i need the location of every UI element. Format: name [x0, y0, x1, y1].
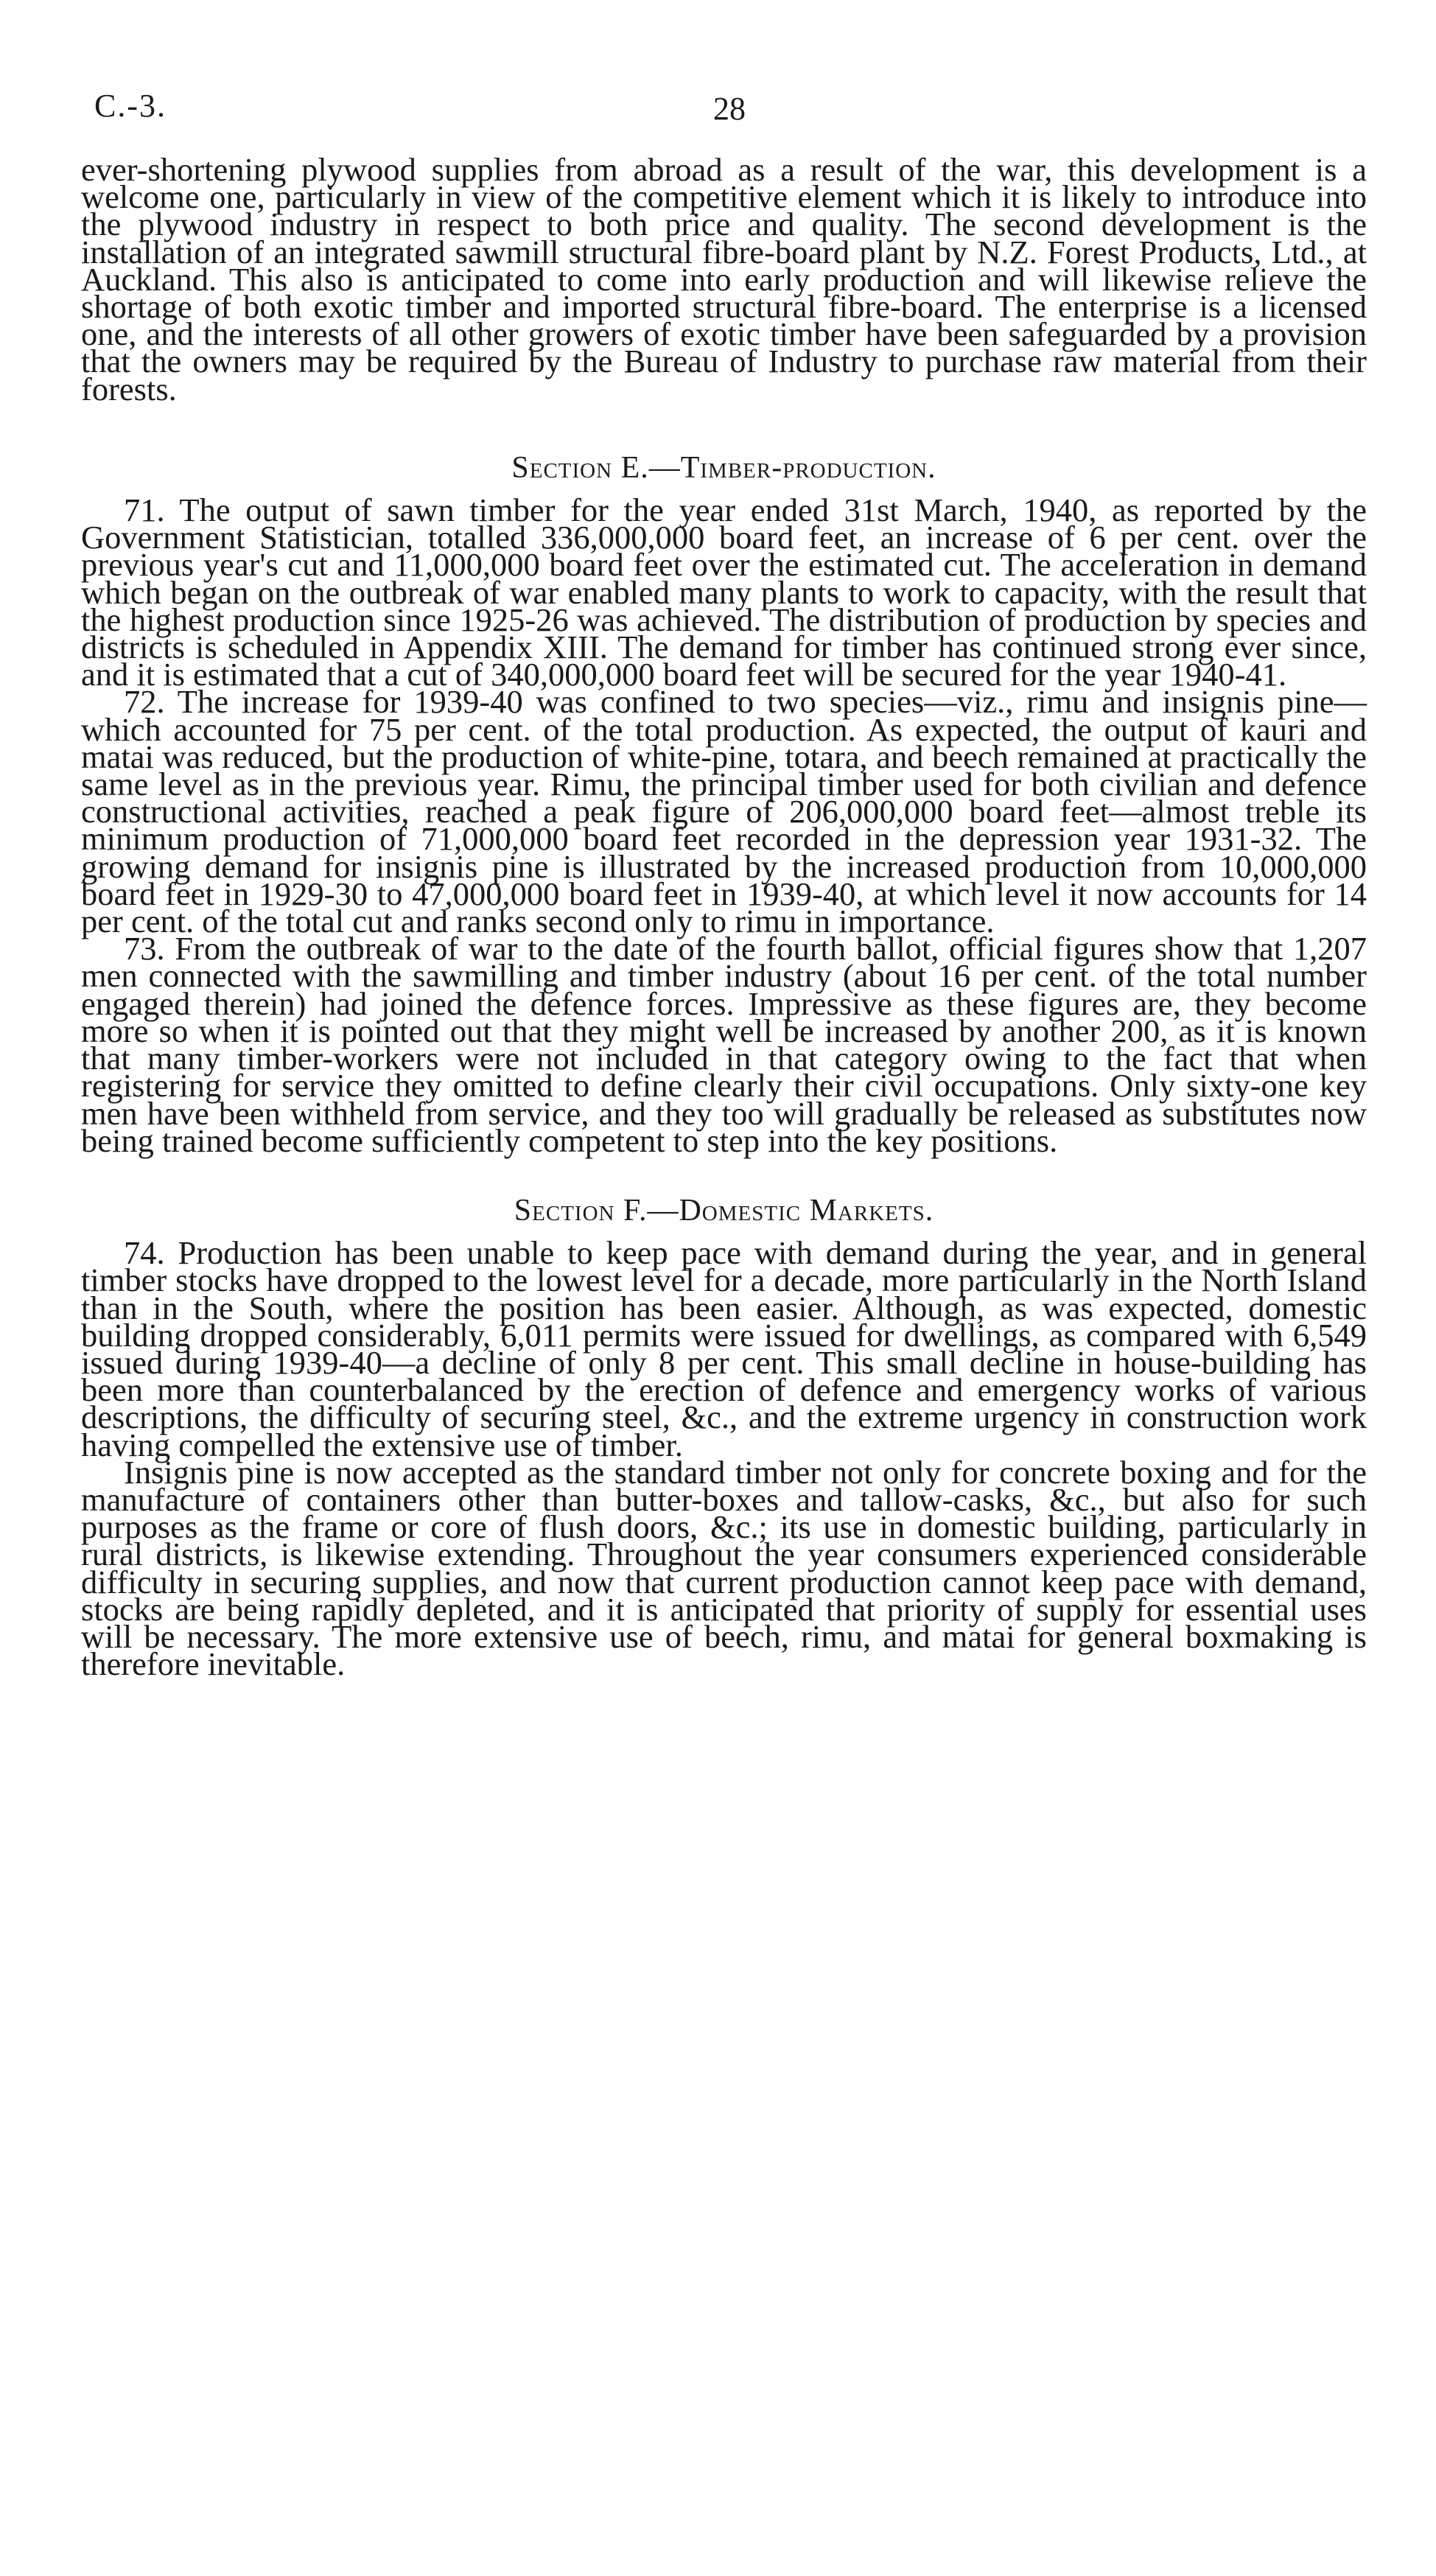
paragraph-72: 72. The increase for 1939-40 was confined to two species—viz., rimu and insignis pine—which accounted for 75 per cent. of the total production. As expected, the output of kauri and matai was reduced, but the production of white-pine, totara, and beech remained at practically the same level as in the previous year. Rimu, the principal timber used for both civilian and defence constructional activities, reached a peak figure of 206,000,000 board feet—almost treble its minimum production of 71,000,000 board feet recorded in the depression year 1931-32. The growing demand for insignis pine is illustrated by the increased production from 10,000,000 board feet in 1929-30 to 47,000,000 board feet in 1939-40, at which level it now accounts for 14 per cent. of the total cut and ranks second only to rimu in importance.: [81, 683, 1367, 940]
page-number: 28: [713, 91, 746, 127]
paragraph-74: 74. Production has been unable to keep pace with demand during the year, and in general timber stocks have dropped to the lowest level for a decade, more particularly in the North Island than in the South, where the position has been easier. Although, as was expected, domestic building dropped considerably, 6,011 permits were issued for dwellings, as compared with 6,549 issued during 1939-40—a decline of only 8 per cent. This small decline in house-building has been more than counterbalanced by the erection of defence and emergency works of various descriptions, the difficulty of securing steel, &c., and the extreme urgency in construction work having compelled the extensive use of timber.: [81, 1234, 1367, 1463]
paragraph-73: 73. From the outbreak of war to the date of the fourth ballot, official figures show that 1,207 men connected with the sawmilling and timber industry (about 16 per cent. of the total number engaged therein) had joined the defence forces. Impressive as these figures are, they become more so when it is pointed out that they might well be increased by another 200, as it is known that many timber-workers were not included in that category owing to the fact that when registering for service they omitted to define clearly their civil occupations. Only sixty-one key men have been withheld from service, and they too will gradually be released as substitutes now being trained become sufficiently competent to step into the key positions.: [81, 930, 1367, 1159]
paragraph-intro: ever-shortening plywood supplies from abroad as a result of the war, this development is a welcome one, particularly in view of the competitive element which it is likely to introduce into the plywood industry in respect to both price and quality. The second development is the installation of an integrated sawmill structural fibre-board plant by N.Z. Forest Products, Ltd., at Auckland. This also is anticipated to come into early production and will likewise relieve the shortage of both exotic timber and imported structural fibre-board. The enterprise is a licensed one, and the interests of all other growers of exotic timber have been safeguarded by a provision that the owners may be required by the Bureau of Industry to purchase raw material from their forests.: [81, 151, 1367, 407]
document-body: [81, 151, 1367, 1683]
report-reference: C.-3.: [94, 88, 167, 124]
paragraph-74-continued: Insignis pine is now accepted as the standard timber not only for concrete boxing and for the manufacture of containers other than butter-boxes and tallow-casks, &c., but also for such purposes as the frame or core of flush doors, &c.; its use in domestic building, particularly in rural districts, is likewise extending. Throughout the year consumers experienced considerable difficulty in securing supplies, and now that current production cannot keep pace with demand, stocks are being rapidly depleted, and it is anticipated that priority of supply for essential uses will be necessary. The more extensive use of beech, rimu, and matai for general boxmaking is therefore inevitable.: [81, 1453, 1367, 1683]
paragraph-71: 71. The output of sawn timber for the year ended 31st March, 1940, as reported by the Government Statistician, totalled 336,000,000 board feet, an increase of 6 per cent. over the previous year's cut and 11,000,000 board feet over the estimated cut. The acceleration in demand which began on the outbreak of war enabled many plants to work to capacity, with the result that the highest production since 1925-26 was achieved. The distribution of production by species and districts is scheduled in Appendix XIII. The demand for timber has continued strong ever since, and it is estimated that a cut of 340,000,000 board feet will be secured for the year 1940-41.: [81, 491, 1367, 693]
section-heading-e: Section E.—Timber-production.: [511, 450, 936, 485]
section-heading-f: Section F.—Domestic Markets.: [514, 1193, 934, 1228]
